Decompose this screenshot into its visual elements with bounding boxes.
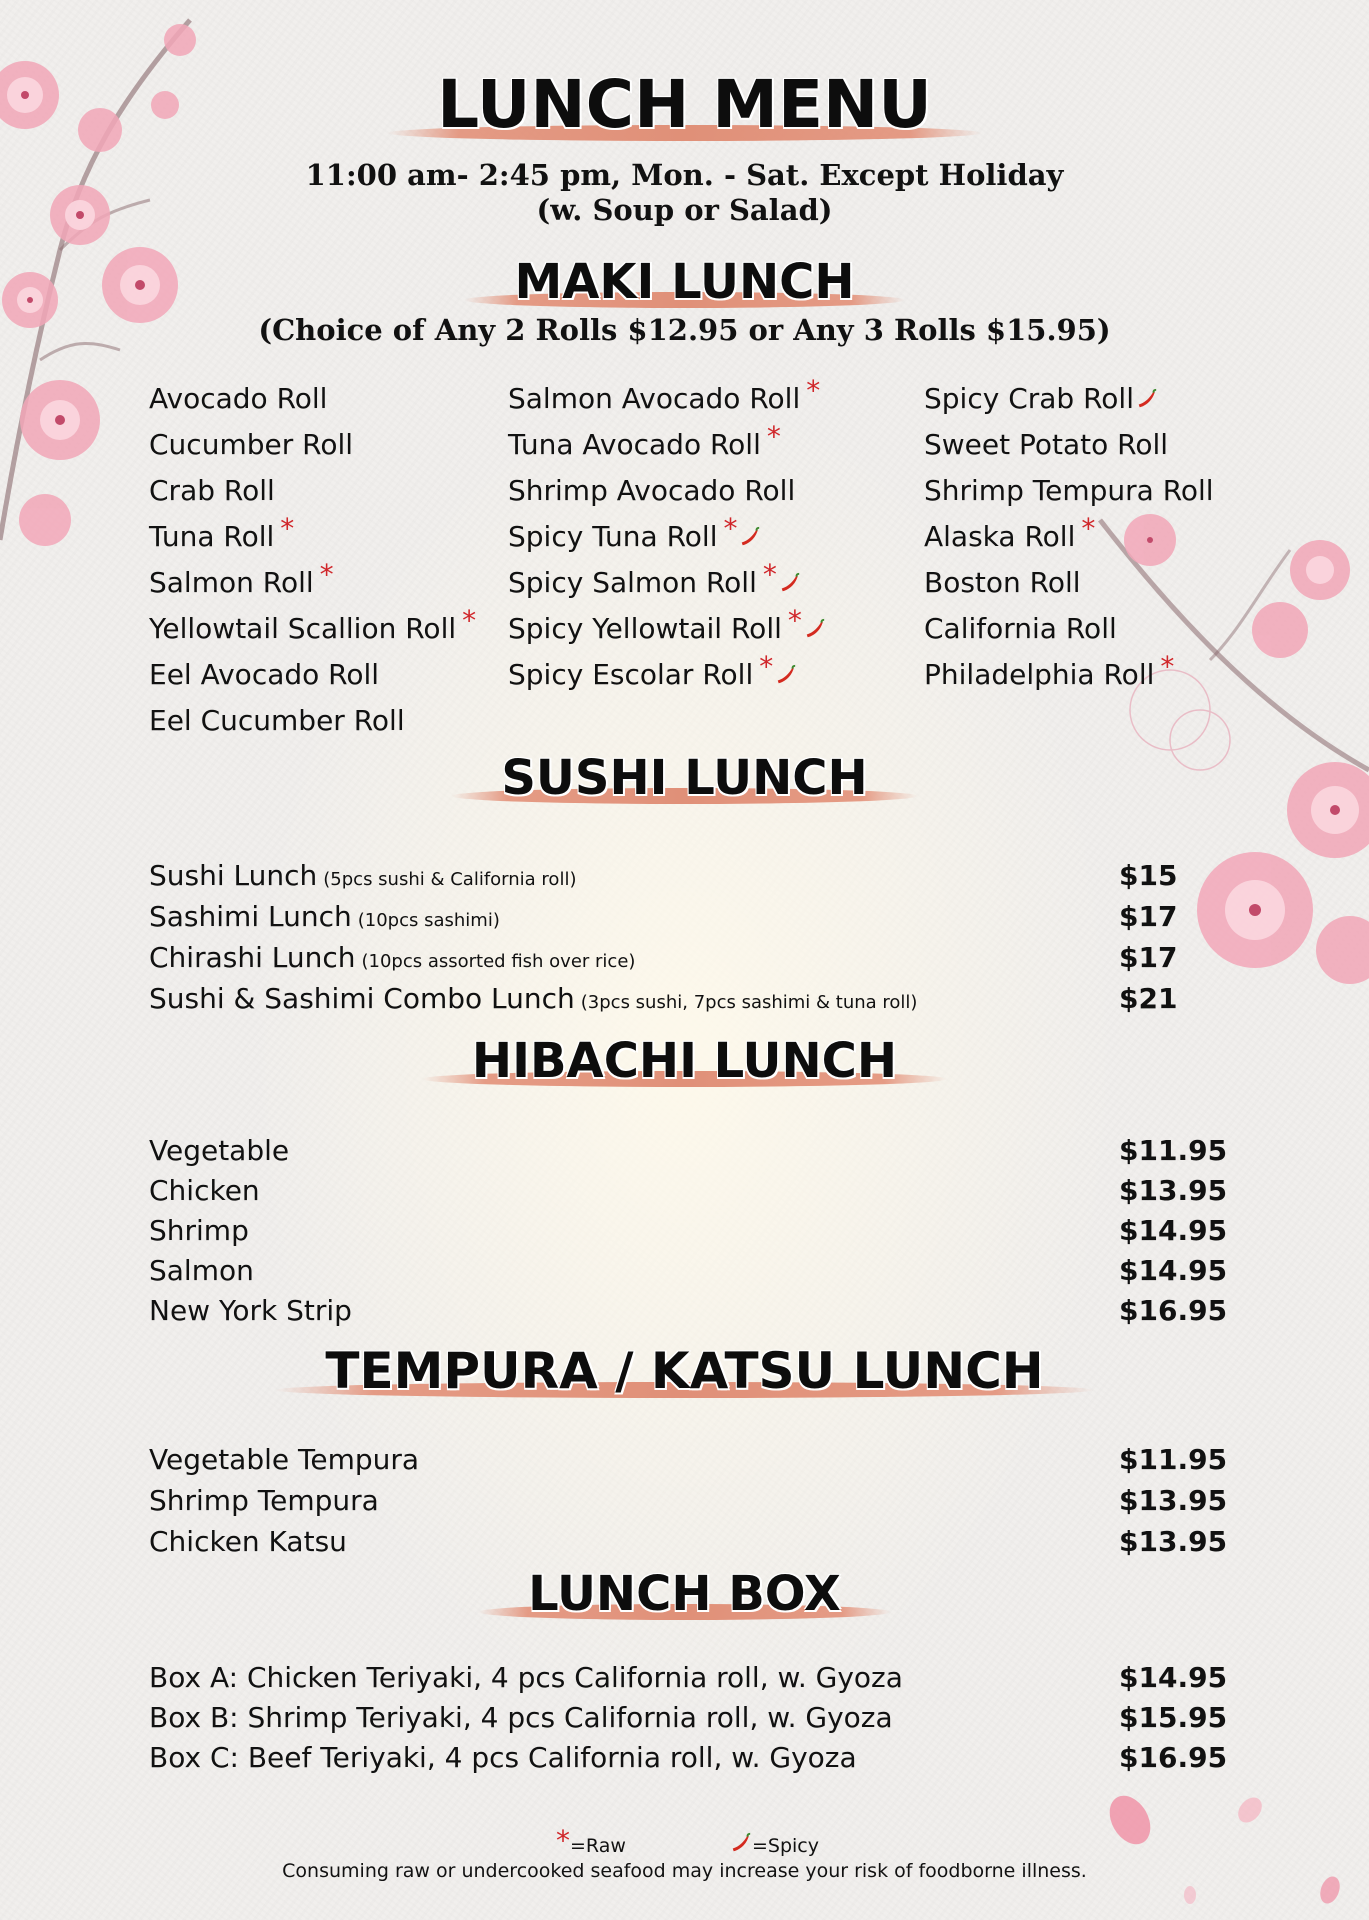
legend: [0, 1826, 1369, 1859]
raw-star-icon: *: [766, 420, 781, 453]
maki-item: [149, 652, 476, 698]
health-advisory-note: Consuming raw or undercooked seafood may increase your risk of foodborne illness.: [282, 1860, 1087, 1882]
includes-text: (w. Soup or Salad): [536, 193, 833, 227]
hibachi-item-name: Shrimp: [149, 1214, 249, 1247]
maki-item-name: Eel Cucumber Roll: [149, 704, 405, 737]
box-row: [149, 1661, 1228, 1694]
hibachi-row: [149, 1174, 1228, 1207]
hibachi-row: [149, 1134, 1228, 1167]
maki-item-name: Spicy Escolar Roll: [508, 658, 754, 691]
sushi-row: [149, 982, 1220, 1015]
raw-star-icon: *: [556, 1824, 570, 1857]
sushi-row: [149, 941, 1220, 974]
box-item-price: $16.95: [1119, 1741, 1228, 1774]
box-item-name: Box B: Shrimp Teriyaki, 4 pcs California roll, w. Gyoza: [149, 1701, 893, 1734]
maki-item-name: Spicy Yellowtail Roll: [508, 612, 782, 645]
raw-star-icon: *: [806, 374, 821, 407]
maki-item: [149, 468, 476, 514]
chili-pepper-icon: [775, 664, 797, 686]
maki-item-name: Tuna Avocado Roll: [508, 428, 761, 461]
chili-pepper-icon: [804, 618, 826, 640]
tempura-heading: TEMPURA / KATSU LUNCH: [325, 1342, 1044, 1400]
maki-item: [149, 560, 476, 606]
sushi-item-name: Sushi & Sashimi Combo Lunch: [149, 982, 575, 1015]
box-item-name: Box A: Chicken Teriyaki, 4 pcs California roll, w. Gyoza: [149, 1661, 903, 1694]
raw-star-icon: *: [280, 512, 295, 545]
hibachi-item-price: $14.95: [1119, 1254, 1228, 1287]
sushi-item-price: $15: [1119, 859, 1178, 892]
hibachi-item-price: $11.95: [1119, 1134, 1228, 1167]
hibachi-item-price: $13.95: [1119, 1174, 1228, 1207]
box-row: [149, 1741, 1228, 1774]
box-heading-wrap: [0, 1566, 1369, 1622]
hibachi-item-price: $14.95: [1119, 1214, 1228, 1247]
sushi-item-desc: (10pcs sashimi): [357, 910, 500, 931]
sushi-row: [149, 859, 1220, 892]
maki-item: [149, 376, 476, 422]
maki-heading-wrap: [0, 254, 1369, 310]
sushi-item-name: Sushi Lunch: [149, 859, 318, 892]
maki-item: [508, 468, 826, 514]
box-item-price: $15.95: [1119, 1701, 1228, 1734]
maki-item-name: Sweet Potato Roll: [924, 428, 1169, 461]
tempura-item-name: Shrimp Tempura: [149, 1484, 379, 1517]
maki-item-name: Shrimp Tempura Roll: [924, 474, 1214, 507]
maki-item-name: Spicy Salmon Roll: [508, 566, 757, 599]
maki-item-name: Spicy Crab Roll: [924, 382, 1134, 415]
sushi-item-desc: (5pcs sushi & California roll): [323, 869, 577, 890]
tempura-heading-wrap: [0, 1342, 1369, 1400]
sushi-item-price: $17: [1119, 900, 1178, 933]
sushi-item-name: Chirashi Lunch: [149, 941, 356, 974]
maki-column-1: [149, 376, 476, 744]
sushi-heading: SUSHI LUNCH: [501, 750, 868, 806]
box-heading: LUNCH BOX: [528, 1566, 841, 1622]
tempura-row: [149, 1443, 1228, 1476]
maki-column-3: [924, 376, 1214, 698]
box-row: [149, 1701, 1228, 1734]
raw-star-icon: *: [1081, 512, 1096, 545]
maki-item-name: Philadelphia Roll: [924, 658, 1155, 691]
maki-item: [508, 422, 826, 468]
box-item-price: $14.95: [1119, 1661, 1228, 1694]
tempura-item-name: Chicken Katsu: [149, 1525, 347, 1558]
hibachi-heading: HIBACHI LUNCH: [471, 1033, 898, 1089]
raw-star-icon: *: [462, 604, 477, 637]
hibachi-item-name: Vegetable: [149, 1134, 290, 1167]
tempura-item-name: Vegetable Tempura: [149, 1443, 420, 1476]
maki-item-name: Yellowtail Scallion Roll: [149, 612, 457, 645]
raw-star-icon: *: [787, 604, 802, 637]
hibachi-item-name: Salmon: [149, 1254, 254, 1287]
sushi-heading-wrap: [0, 750, 1369, 806]
maki-item: [924, 652, 1214, 698]
sushi-item-price: $21: [1119, 982, 1178, 1015]
spicy-legend-label: =Spicy: [751, 1835, 819, 1857]
maki-item: [924, 422, 1214, 468]
maki-item: [149, 606, 476, 652]
maki-item-name: Crab Roll: [149, 474, 275, 507]
hibachi-row: [149, 1214, 1228, 1247]
hibachi-item-name: New York Strip: [149, 1294, 352, 1327]
maki-item: [508, 652, 826, 698]
hibachi-item-name: Chicken: [149, 1174, 260, 1207]
maki-item: [924, 560, 1214, 606]
tempura-item-price: $13.95: [1119, 1484, 1228, 1517]
raw-star-icon: *: [319, 558, 334, 591]
sushi-row: [149, 900, 1220, 933]
menu-title-wrap: [0, 66, 1369, 143]
maki-item-name: Avocado Roll: [149, 382, 328, 415]
maki-item-name: Spicy Tuna Roll: [508, 520, 718, 553]
maki-item-name: Eel Avocado Roll: [149, 658, 380, 691]
maki-item: [924, 514, 1214, 560]
hibachi-item-price: $16.95: [1119, 1294, 1228, 1327]
raw-star-icon: *: [759, 650, 774, 683]
raw-star-icon: *: [762, 558, 777, 591]
maki-item-name: Cucumber Roll: [149, 428, 354, 461]
sushi-item-name: Sashimi Lunch: [149, 900, 352, 933]
sushi-item-desc: (3pcs sushi, 7pcs sashimi & tuna roll): [580, 992, 918, 1013]
chili-pepper-icon: [779, 572, 801, 594]
raw-legend-label: =Raw: [570, 1835, 626, 1857]
maki-item-name: Boston Roll: [924, 566, 1081, 599]
maki-item: [508, 514, 826, 560]
hours-text: 11:00 am- 2:45 pm, Mon. - Sat. Except Holiday: [305, 158, 1064, 192]
maki-item: [149, 514, 476, 560]
raw-star-icon: *: [723, 512, 738, 545]
maki-item-name: Shrimp Avocado Roll: [508, 474, 796, 507]
maki-item: [508, 560, 826, 606]
maki-item-name: Alaska Roll: [924, 520, 1076, 553]
hibachi-heading-wrap: [0, 1033, 1369, 1089]
tempura-row: [149, 1525, 1228, 1558]
maki-item: [149, 698, 476, 744]
chili-pepper-icon: [1136, 388, 1158, 410]
maki-item-name: Tuna Roll: [149, 520, 275, 553]
sushi-item-desc: (10pcs assorted fish over rice): [361, 951, 636, 972]
maki-item-name: Salmon Roll: [149, 566, 314, 599]
maki-column-2: [508, 376, 826, 698]
maki-item-name: California Roll: [924, 612, 1117, 645]
maki-item-name: Salmon Avocado Roll: [508, 382, 801, 415]
sushi-item-price: $17: [1119, 941, 1178, 974]
tempura-item-price: $11.95: [1119, 1443, 1228, 1476]
tempura-row: [149, 1484, 1228, 1517]
maki-item: [924, 606, 1214, 652]
box-item-name: Box C: Beef Teriyaki, 4 pcs California roll, w. Gyoza: [149, 1741, 857, 1774]
maki-item: [149, 422, 476, 468]
maki-heading: MAKI LUNCH: [514, 254, 855, 310]
hibachi-row: [149, 1254, 1228, 1287]
hibachi-row: [149, 1294, 1228, 1327]
maki-item: [924, 376, 1214, 422]
chili-pepper-icon: [739, 526, 761, 548]
raw-star-icon: *: [1160, 650, 1175, 683]
maki-item: [508, 606, 826, 652]
tempura-item-price: $13.95: [1119, 1525, 1228, 1558]
chili-pepper-icon: [730, 1832, 752, 1854]
maki-subtitle: (Choice of Any 2 Rolls $12.95 or Any 3 Rolls $15.95): [258, 313, 1111, 347]
menu-title: LUNCH MENU: [437, 66, 932, 143]
maki-item: [924, 468, 1214, 514]
maki-item: [508, 376, 826, 422]
